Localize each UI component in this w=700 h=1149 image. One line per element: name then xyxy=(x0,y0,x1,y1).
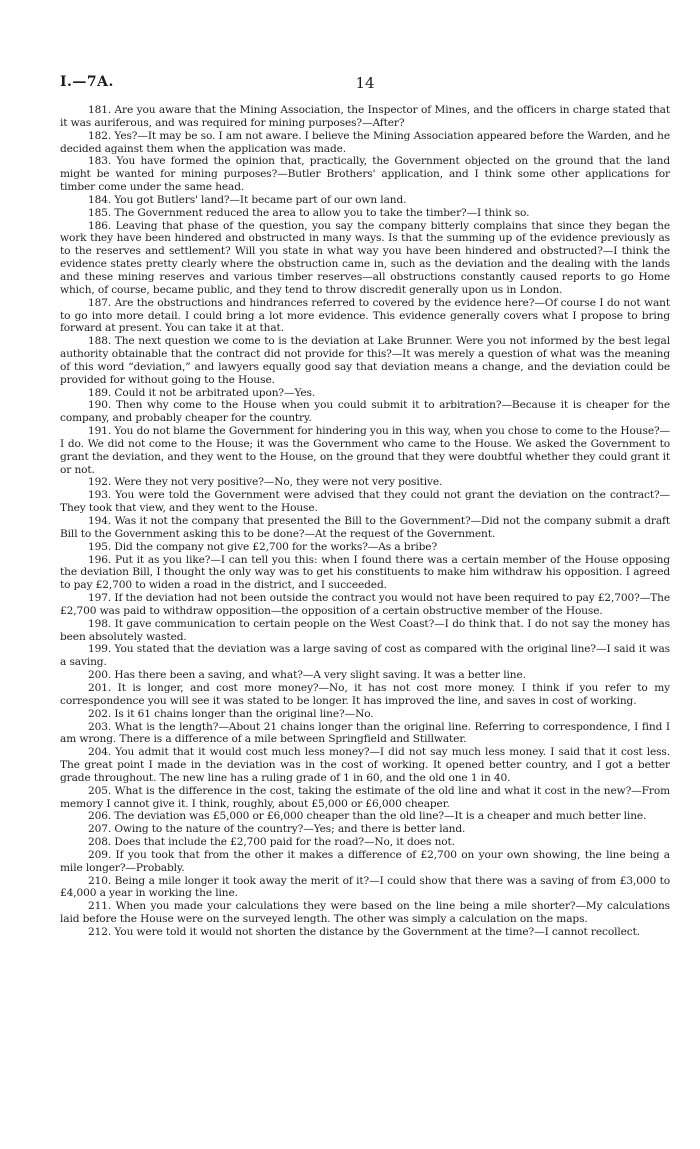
question-paragraph xyxy=(60,836,670,849)
question-paragraph xyxy=(60,721,670,747)
question-text: You stated that the deviation was a large saving of cost as compared with the original line?—I said it was a saving. xyxy=(60,643,670,669)
question-number: 190. xyxy=(88,399,112,412)
question-number: 204. xyxy=(88,746,112,759)
question-number: 181. xyxy=(88,104,112,116)
question-text: You have formed the opinion that, practically, the Government objected on the ground that the land might be wanted for mining purposes?—Butler Brothers' application, and I think some other applications for timber come under the same head. xyxy=(60,155,670,194)
question-text: The Government reduced the area to allow you to take the timber?—I think so. xyxy=(114,206,530,219)
question-text: Could it not be arbitrated upon?—Yes. xyxy=(114,386,316,399)
question-text: When you made your calculations they were based on the line being a mile shorter?—My calculations laid before the House were on the surveyed length. The other was simply a calculation on the maps. xyxy=(60,900,670,926)
document-reference: I.—7A. xyxy=(60,74,114,90)
question-number: 205. xyxy=(88,784,112,797)
question-paragraph xyxy=(60,335,670,386)
question-text: Were they not very positive?—No, they were not very positive. xyxy=(114,476,443,489)
document-page xyxy=(60,74,670,939)
question-number: 188. xyxy=(88,335,112,348)
question-paragraph xyxy=(60,785,670,811)
question-text: Yes?—It may be so. I am not aware. I believe the Mining Association appeared before the Warden, and he decided against them when the application was made. xyxy=(60,129,671,155)
question-text: It gave communication to certain people on the West Coast?—I do think that. I do not say the money has been absolutely wasted. xyxy=(60,617,670,643)
question-number: 206. xyxy=(88,810,112,823)
question-number: 201. xyxy=(88,681,112,694)
question-paragraph xyxy=(60,746,670,785)
question-number: 182. xyxy=(88,129,112,142)
question-paragraph xyxy=(60,220,670,297)
question-number: 207. xyxy=(88,823,112,836)
evidence-body xyxy=(60,104,670,939)
question-text: You do not blame the Government for hindering you in this way, when you chose to come to the House?—I do. We did not come to the House; it was the Government who came to the House. We asked the Government to grant the deviation, and they went to the House, on the ground that they were doubtful whether they could grant it or not. xyxy=(60,425,670,476)
question-text: You were told it would not shorten the distance by the Government at the time?—I cannot recollect. xyxy=(114,926,640,938)
question-number: 192. xyxy=(88,476,112,489)
question-paragraph xyxy=(60,669,670,682)
question-text: Owing to the nature of the country?—Yes; and there is better land. xyxy=(114,823,466,836)
question-number: 187. xyxy=(88,296,112,309)
question-paragraph xyxy=(60,926,670,939)
question-number: 196. xyxy=(88,553,112,566)
question-text: Has there been a saving, and what?—A very slight saving. It was a better line. xyxy=(114,669,526,682)
question-number: 197. xyxy=(88,592,112,605)
question-number: 209. xyxy=(88,848,112,861)
question-paragraph xyxy=(60,489,670,515)
question-paragraph xyxy=(60,515,670,541)
question-text: If the deviation had not been outside the contract you would not have been required to pay £2,700?—The £2,700 was paid to withdraw opposition—the opposition of a certain obstructive member of the House. xyxy=(60,592,670,617)
question-paragraph xyxy=(60,823,670,836)
question-text: Does that include the £2,700 paid for the road?—No, it does not. xyxy=(114,836,455,849)
question-text: Put it as you like?—I can tell you this: when I found there was a certain member of the House opposing the deviation Bill, I thought the only way was to get his constituents to make him withdraw his opposition. I agreed to pay £2,700 to widen a road in the district, and I succeeded. xyxy=(60,553,671,592)
question-text: Then why come to the House when you could submit it to arbitration?—Because it is cheaper for the company, and probably cheaper for the country. xyxy=(60,399,670,425)
question-number: 202. xyxy=(88,707,112,720)
question-text: Did the company not give £2,700 for the works?—As a bribe? xyxy=(114,540,438,553)
question-paragraph xyxy=(60,425,670,476)
question-paragraph xyxy=(60,900,670,926)
question-number: 185. xyxy=(88,206,112,219)
question-text: What is the difference in the cost, taking the estimate of the old line and what it cost in the new?—From memory I cannot give it. I think, roughly, about £5,000 or £6,000 cheaper. xyxy=(60,784,670,810)
question-paragraph xyxy=(60,682,670,708)
question-number: 199. xyxy=(88,643,112,656)
question-number: 183. xyxy=(88,155,112,168)
question-paragraph xyxy=(60,207,670,220)
question-text: Is it 61 chains longer than the original line?—No. xyxy=(114,707,374,720)
question-text: You were told the Government were advised that they could not grant the deviation on the contract?—They took that view, and they went to the House. xyxy=(60,489,671,515)
question-paragraph xyxy=(60,155,670,194)
question-paragraph xyxy=(60,643,670,669)
question-paragraph xyxy=(60,194,670,207)
question-text: If you took that from the other it makes a difference of £2,700 on your own showing, the line being a mile longer?—Probably. xyxy=(60,848,670,874)
question-paragraph xyxy=(60,875,670,901)
question-number: 191. xyxy=(88,425,112,438)
question-paragraph xyxy=(60,297,670,336)
question-paragraph xyxy=(60,849,670,875)
question-paragraph xyxy=(60,399,670,425)
question-text: It is longer, and cost more money?—No, it has not cost more money. I think if you refer to my correspondence you will see it was stated to be longer. It has improved the line, and saves in cost of working. xyxy=(60,681,670,707)
question-paragraph xyxy=(60,130,670,156)
question-number: 186. xyxy=(88,219,112,232)
question-text: What is the length?—About 21 chains longer than the original line. Referring to correspondence, I find I am wrong. There is a difference of a mile between Springfield and Stillwater. xyxy=(60,720,670,746)
question-number: 184. xyxy=(88,193,112,206)
question-number: 200. xyxy=(88,669,112,682)
question-paragraph xyxy=(60,810,670,823)
question-paragraph xyxy=(60,387,670,400)
question-paragraph xyxy=(60,618,670,644)
question-text: The deviation was £5,000 or £6,000 cheaper than the old line?—It is a cheaper and much better line. xyxy=(114,810,647,823)
question-text: Being a mile longer it took away the merit of it?—I could show that there was a saving of from £3,000 to £4,000 a year in working the line. xyxy=(60,874,670,900)
page-number: 14 xyxy=(355,74,375,92)
question-paragraph xyxy=(60,104,670,130)
question-number: 212. xyxy=(88,926,112,938)
page-header xyxy=(60,74,670,94)
question-number: 203. xyxy=(88,720,112,733)
question-paragraph xyxy=(60,554,670,593)
question-text: Are you aware that the Mining Association, the Inspector of Mines, and the officers in charge stated that it was auriferous, and was required for mining purposes?—After? xyxy=(60,104,670,129)
question-paragraph xyxy=(60,476,670,489)
question-paragraph xyxy=(60,541,670,554)
question-paragraph xyxy=(60,708,670,721)
question-text: Are the obstructions and hindrances referred to covered by the evidence here?—Of course I do not want to go into more detail. I could bring a lot more evidence. This evidence generally covers what I propose to bring forward at present. You can take it at that. xyxy=(60,296,671,335)
question-number: 195. xyxy=(88,540,112,553)
question-text: Leaving that phase of the question, you say the company bitterly complains that since they began the work they have been hindered and obstructed in many ways. Is that the summing up of the evidence previously as to the reserves and settlement? Will you state in what way you have been hindered and obstructed?—I think the evidence states pretty clearly where the obstruction came in, such as the deviation and the dealing with the lands and these mining reserves and various timber reserves—all obstructions constantly caused reports to go Home which, of course, became public, and they tend to throw discredit generally upon us in London. xyxy=(60,219,671,296)
question-text: The next question we come to is the deviation at Lake Brunner. Were you not informed by the best legal authority obtainable that the contract did not provide for this?—It was merely a question of what was the meaning of this word “deviation,” and lawyers equally good say that deviation means a change, and the deviation could be provided for without going to the House. xyxy=(60,335,670,386)
question-number: 194. xyxy=(88,515,112,527)
question-number: 193. xyxy=(88,489,112,502)
question-number: 198. xyxy=(88,617,112,630)
question-paragraph xyxy=(60,592,670,618)
question-number: 189. xyxy=(88,386,112,399)
question-text: You got Butlers' land?—It became part of our own land. xyxy=(114,193,407,206)
question-number: 208. xyxy=(88,836,112,849)
question-number: 211. xyxy=(88,900,112,913)
question-text: You admit that it would cost much less money?—I did not say much less money. I said that it cost less. The great point I made in the deviation was in the cost of working. It opened better country, and I got a better grade throughout. The new line has a ruling grade of 1 in 60, and the old one 1 in 40. xyxy=(60,746,670,784)
question-number: 210. xyxy=(88,874,112,887)
question-text: Was it not the company that presented the Bill to the Government?—Did not the company submit a draft Bill to the Government asking this to be done?—At the request of the Government. xyxy=(60,515,670,540)
